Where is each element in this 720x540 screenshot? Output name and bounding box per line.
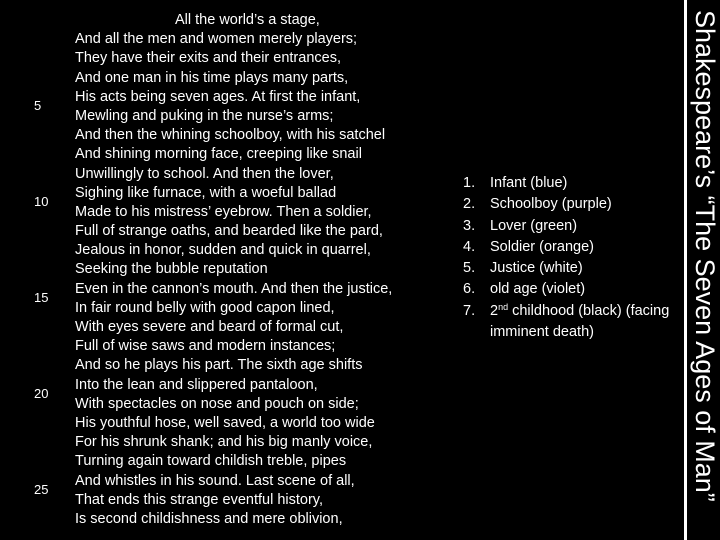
line-number: 15 [34,290,49,305]
poem-line: Jealous in honor, sudden and quick in quarrel, [75,242,371,259]
list-number: 4. [463,238,476,255]
list-number: 7. [463,302,476,319]
line-number: 5 [34,98,42,113]
poem-line: All the world’s a stage, [175,12,320,28]
seven-ages-list [463,173,673,343]
poem-line: And one man in his time plays many parts, [75,69,349,86]
list-item-text: Lover (green) [490,217,578,234]
poem-line: That ends this strange eventful history, [75,491,323,508]
list-item [463,258,673,279]
poem-line: Unwillingly to school. And then the lover, [75,165,334,182]
list-item-text: Justice (white) [490,260,583,277]
poem-line: With eyes severe and beard of formal cut, [75,319,344,335]
poem-line: And shining morning face, creeping like snail [75,146,362,163]
list-item [463,279,673,300]
poem-line: Full of strange oaths, and bearded like the pard, [75,223,383,240]
poem-line: Into the lean and slippered pantaloon, [75,376,318,393]
list-item [463,173,673,194]
list-number: 1. [463,175,476,191]
list-item-text: Schoolboy (purple) [490,196,612,213]
ordinal-suffix: nd [498,301,509,312]
list-item-text: old age (violet) [490,281,586,298]
list-item-text: Soldier (orange) [490,238,594,255]
list-item [463,194,673,215]
side-title [690,10,720,540]
poem-line: And whistles in his sound. Last scene of all, [75,472,355,489]
poem-line: Turning again toward childish treble, pipes [75,453,347,470]
poem-line: Sighing like furnace, with a woeful ballad [75,184,337,201]
poem-line: For his shrunk shank; and his big manly voice, [75,434,373,451]
poem-line: Is second childishness and mere oblivion, [75,510,343,527]
poem-line: And all the men and women merely players; [75,31,358,48]
list-item [463,301,673,344]
list-number: 2. [463,196,476,213]
list-item [463,237,673,258]
poem-line: They have their exits and their entrances, [75,50,341,67]
list-item-text: childhood (black) (facing imminent death) [490,302,670,341]
side-title-text: Shakespeare’s “The Seven Ages of Man” [690,10,720,502]
poem-line: With spectacles on nose and pouch on side; [75,395,359,412]
poem-line: Mewling and puking in the nurse’s arms; [75,107,334,124]
list-item-text: Infant (blue) [490,175,568,191]
poem-line: Seeking the bubble reputation [75,261,268,278]
poem-text [75,11,445,529]
poem-line: Full of wise saws and modern instances; [75,338,336,355]
poem-line: And so he plays his part. The sixth age shifts [75,357,363,374]
list-number: 6. [463,281,476,298]
vertical-divider [684,0,687,540]
poem-line: His acts being seven ages. At first the infant, [75,88,361,105]
poem-line: Even in the cannon’s mouth. And then the justice, [75,280,393,297]
poem-line: Made to his mistress’ eyebrow. Then a soldier, [75,203,372,220]
poem-line: And then the whining schoolboy, with his satchel [75,127,386,144]
list-item [463,216,673,237]
poem-line: His youthful hose, well saved, a world too wide [75,414,375,431]
poem-line: In fair round belly with good capon lined, [75,299,335,316]
line-number: 10 [34,194,49,209]
list-number: 5. [463,260,476,277]
list-number: 3. [463,217,476,234]
list-item-prefix: 2 [490,302,499,319]
line-number: 20 [34,386,49,401]
line-number: 25 [34,482,49,497]
